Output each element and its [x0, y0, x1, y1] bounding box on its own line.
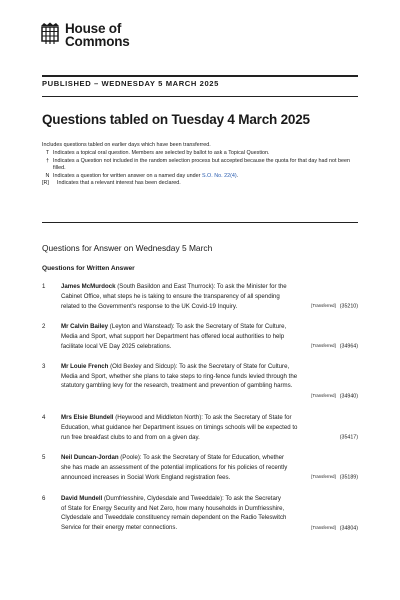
- key-text: Indicates that a relevant interest has been declared.: [57, 180, 181, 187]
- question-last-line: [61, 472, 358, 483]
- question-text: facilitate local VE Day 2025 celebrations.: [61, 342, 172, 350]
- question-item: [42, 362, 358, 402]
- transferred-tag: [Transferred]: [311, 303, 336, 309]
- key-row-dagger: [42, 158, 362, 173]
- question-text: (Dumfriesshire, Clydesdale and Tweeddale): To ask the Secretary: [102, 495, 281, 502]
- question-number: 4: [42, 414, 46, 421]
- member-name: Mr Louie French: [61, 363, 109, 370]
- key-row-interest: [42, 180, 362, 188]
- question-last-line: [61, 341, 358, 352]
- question-line: statutory gambling levy for the research, treatment and prevention of gambling harms.: [61, 382, 293, 390]
- question-line: [61, 413, 358, 423]
- key-text-end: .: [236, 172, 239, 179]
- question-text: (Heywood and Middleton North): To ask the Secretary of State for: [113, 414, 292, 421]
- question-last-line: [61, 523, 358, 534]
- key-rule: [42, 222, 358, 223]
- question-id: (34804): [339, 525, 358, 532]
- question-body: [61, 494, 358, 534]
- key-symbol: [R]: [42, 180, 49, 187]
- question-body: [61, 322, 358, 352]
- transferred-tag: [Transferred]: [311, 343, 336, 349]
- question-line: [61, 362, 358, 372]
- question-number: 5: [42, 454, 46, 461]
- question-ref: [305, 391, 358, 402]
- transferred-tag: [Transferred]: [311, 474, 336, 480]
- question-line: Media and Sport, whether she plans to take steps to ring-fence funds levied through the: [61, 372, 298, 380]
- question-text: (South Basildon and East Thurrock): To ask the Minister for the: [115, 283, 287, 290]
- question-line: [61, 453, 358, 463]
- question-line: of State for Energy Security and Net Zero, how many households in Dumfriesshire,: [61, 504, 285, 512]
- question-last-line: [61, 432, 358, 443]
- question-text: Service for their energy meter connections.: [61, 524, 178, 532]
- question-number: 1: [42, 283, 46, 290]
- standing-order-link[interactable]: S.O. No. 22(4): [201, 172, 237, 179]
- question-line: she has made an assessment of the potential implications for his policies of recently: [61, 463, 288, 471]
- question-line: [61, 494, 358, 504]
- key-row-topical: [42, 150, 362, 158]
- house-of-commons-logo: [40, 22, 130, 48]
- question-text: (Old Bexley and Sidcup): To ask the Secretary of State for Culture,: [108, 363, 290, 370]
- key-text-wrap: [53, 173, 362, 181]
- logo-line-2: Commons: [65, 34, 130, 49]
- question-item: [42, 494, 358, 534]
- question-item: [42, 453, 358, 483]
- question-ref: [305, 472, 358, 483]
- section-heading: Questions for Answer on Wednesday 5 March: [42, 243, 213, 253]
- key-symbol: †: [46, 157, 49, 164]
- key-row-named-day: [42, 173, 362, 181]
- question-body: [61, 362, 358, 402]
- section-subheading: Questions for Written Answer: [42, 265, 135, 272]
- published-date: PUBLISHED – WEDNESDAY 5 MARCH 2025: [42, 79, 219, 88]
- question-id: (34964): [339, 343, 358, 350]
- key-symbol: T: [45, 150, 50, 157]
- portcullis-icon: [40, 22, 60, 46]
- question-line: Clydesdale and Tweeddale constituency remain dependent on the Radio Teleswitch: [61, 514, 287, 522]
- page-title: Questions tabled on Tuesday 4 March 2025: [42, 112, 310, 127]
- question-ref: [305, 341, 358, 352]
- key-intro: Includes questions tabled on earlier days which have been transferred.: [42, 142, 211, 148]
- logo-text: [65, 22, 130, 48]
- transferred-tag: [Transferred]: [311, 524, 336, 530]
- question-number: 2: [42, 323, 46, 330]
- question-last-line: [61, 301, 358, 312]
- question-text: (Poole): To ask the Secretary of State for Education, whether: [118, 454, 285, 461]
- question-text: related to the Government's response to the UK Covid-19 Inquiry.: [61, 302, 238, 310]
- question-item: [42, 322, 358, 352]
- question-id: (35189): [339, 474, 358, 481]
- question-body: [61, 413, 358, 443]
- published-rule: [42, 96, 358, 97]
- question-id: (35210): [339, 303, 358, 310]
- question-line: Media and Sport, what support her Department has offered local authorities to help: [61, 332, 285, 340]
- symbol-key: [42, 142, 362, 188]
- question-ref: [305, 523, 358, 534]
- question-number: 3: [42, 363, 46, 370]
- key-text: Indicates a Question not included in the random selection process but accepted because the quota for that day had not been filled.: [53, 157, 350, 172]
- question-text: (Leyton and Wanstead): To ask the Secretary of State for Culture,: [108, 323, 287, 330]
- question-line: Education, what guidance her Department issues on timings schools will be expected to: [61, 423, 298, 431]
- transferred-tag: [Transferred]: [311, 392, 336, 398]
- question-number: 6: [42, 495, 46, 502]
- key-text: Indicates a topical oral question. Members are selected by ballot to ask a Topical Question.: [53, 150, 270, 157]
- member-name: Mr Calvin Bailey: [61, 323, 109, 330]
- member-name: David Mundell: [61, 495, 103, 502]
- question-line: [61, 322, 358, 332]
- question-body: [61, 453, 358, 483]
- question-item: [42, 413, 358, 443]
- member-name: Mrs Elsie Blundell: [61, 414, 114, 421]
- top-rule: [42, 75, 358, 77]
- question-ref: [305, 301, 358, 312]
- question-line: Cabinet Office, what steps he is taking to ensure the transparency of all spending: [61, 292, 280, 300]
- member-name: Neil Duncan-Jordan: [61, 454, 119, 461]
- question-item: [42, 282, 358, 312]
- question-text: announced increases in Social Work England registration fees.: [61, 473, 231, 481]
- question-last-line: [61, 391, 358, 402]
- question-line: [61, 282, 358, 292]
- question-text: run free breakfast clubs to and from on a given day.: [61, 433, 200, 441]
- question-body: [61, 282, 358, 312]
- key-symbol: N: [45, 172, 50, 179]
- key-text: Indicates a question for written answer on a named day under: [53, 172, 202, 179]
- question-id: (35417): [339, 434, 358, 441]
- question-id: (34940): [339, 393, 358, 400]
- logo-line-1: House of: [65, 21, 122, 36]
- member-name: James McMurdock: [61, 283, 116, 290]
- question-ref: [330, 432, 358, 443]
